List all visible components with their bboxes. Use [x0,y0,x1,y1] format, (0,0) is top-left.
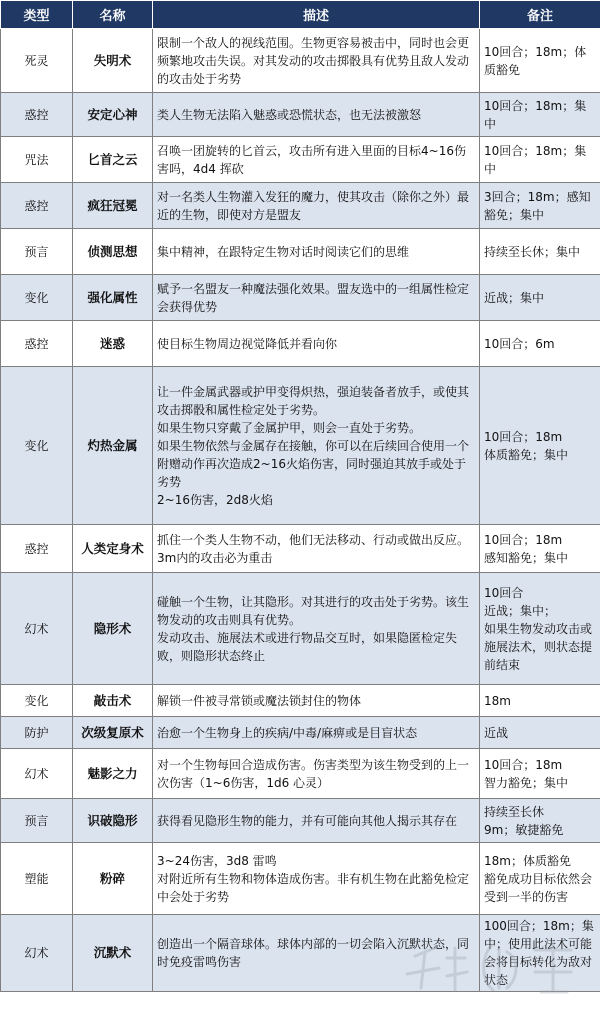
note-cell: 近战；集中 [480,275,600,321]
spell-name-cell: 灼热金属 [73,367,153,525]
spell-name-cell: 隐形术 [73,573,153,685]
table-row [1,843,600,915]
description-cell: 获得看见隐形生物的能力，并有可能向其他人揭示其存在 [153,799,480,843]
type-cell: 防护 [1,717,73,749]
type-cell: 幻术 [1,573,73,685]
table-row [1,685,600,717]
description-cell: 限制一个敌人的视线范围。生物更容易被击中，同时也会更频繁地攻击失误。对其发动的攻击掷骰具有优势且敌人发动的攻击处于劣势 [153,29,480,93]
type-cell: 塑能 [1,843,73,915]
description-cell: 使目标生物周边视觉降低并看向你 [153,321,480,367]
table-row [1,525,600,573]
spell-name-cell: 人类定身术 [73,525,153,573]
header-type: 类型 [1,1,73,29]
spell-name-cell: 匕首之云 [73,137,153,183]
spell-name-cell: 粉碎 [73,843,153,915]
table-header-row [1,1,600,29]
note-cell: 10回合；18m；集中 [480,137,600,183]
spell-name-cell: 敲击术 [73,685,153,717]
type-cell: 咒法 [1,137,73,183]
type-cell: 惑控 [1,525,73,573]
spell-name-cell: 强化属性 [73,275,153,321]
table-row [1,799,600,843]
note-cell: 10回合；18m；体质豁免 [480,29,600,93]
description-cell: 3~24伤害，3d8 雷鸣 对附近所有生物和物体造成伤害。非有机生物在此豁免检定中会处于劣势 [153,843,480,915]
description-cell: 让一件金属武器或护甲变得炽热，强迫装备者放手，或使其攻击掷骰和属性检定处于劣势。 如果生物只穿戴了金属护甲，则会一直处于劣势。 如果生物依然与金属存在接触，你可以在后续回合使用一个附赠动作再次造成2~16火焰伤害，同时强迫其放手或处于劣势 2~16伤害，2d8火焰 [153,367,480,525]
table-row [1,137,600,183]
note-cell: 18m；体质豁免 豁免成功目标依然会受到一半的伤害 [480,843,600,915]
type-cell: 变化 [1,685,73,717]
description-cell: 碰触一个生物，让其隐形。对其进行的攻击处于劣势。该生物发动的攻击则具有优势。 发动攻击、施展法术或进行物品交互时，如果隐匿检定失败，则隐形状态终止 [153,573,480,685]
type-cell: 幻术 [1,749,73,799]
description-cell: 召唤一团旋转的匕首云，攻击所有进入里面的目标4~16伤害吗，4d4 挥砍 [153,137,480,183]
spell-name-cell: 魅影之力 [73,749,153,799]
type-cell: 变化 [1,275,73,321]
type-cell: 幻术 [1,915,73,992]
spell-name-cell: 迷惑 [73,321,153,367]
table-row [1,573,600,685]
table-row [1,275,600,321]
note-cell: 10回合；18m；集中 [480,93,600,137]
table-row [1,93,600,137]
description-cell: 对一个生物每回合造成伤害。伤害类型为该生物受到的上一次伤害（1~6伤害，1d6 心灵） [153,749,480,799]
table-row [1,321,600,367]
header-desc: 描述 [153,1,480,29]
type-cell: 预言 [1,229,73,275]
spell-name-cell: 沉默术 [73,915,153,992]
note-cell: 持续至长休 9m；敏捷豁免 [480,799,600,843]
header-name: 名称 [73,1,153,29]
type-cell: 惑控 [1,93,73,137]
spell-name-cell: 安定心神 [73,93,153,137]
note-cell: 18m [480,685,600,717]
note-cell: 10回合；18m 智力豁免；集中 [480,749,600,799]
description-cell: 赋予一名盟友一种魔法强化效果。盟友选中的一组属性检定会获得优势 [153,275,480,321]
note-cell: 3回合；18m；感知豁免；集中 [480,183,600,229]
spell-name-cell: 识破隐形 [73,799,153,843]
note-cell: 10回合；18m 感知豁免；集中 [480,525,600,573]
description-cell: 抓住一个类人生物不动，他们无法移动、行动或做出反应。3m内的攻击必为重击 [153,525,480,573]
spell-name-cell: 失明术 [73,29,153,93]
header-note: 备注 [480,1,600,29]
description-cell: 创造出一个隔音球体。球体内部的一切会陷入沉默状态，同时免疫雷鸣伤害 [153,915,480,992]
table-row [1,749,600,799]
table-row [1,717,600,749]
note-cell: 近战 [480,717,600,749]
type-cell: 变化 [1,367,73,525]
type-cell: 预言 [1,799,73,843]
description-cell: 对一名类人生物灌入发狂的魔力，使其攻击（除你之外）最近的生物，即使对方是盟友 [153,183,480,229]
description-cell: 治愈一个生物身上的疾病/中毒/麻痹或是目盲状态 [153,717,480,749]
table-row [1,29,600,93]
description-cell: 集中精神，在跟特定生物对话时阅读它们的思维 [153,229,480,275]
table-row [1,915,600,992]
table-row [1,183,600,229]
spell-name-cell: 侦测思想 [73,229,153,275]
description-cell: 解锁一件被寻常锁或魔法锁封住的物体 [153,685,480,717]
table-row [1,367,600,525]
spell-name-cell: 次级复原术 [73,717,153,749]
type-cell: 惑控 [1,183,73,229]
description-cell: 类人生物无法陷入魅惑或恐慌状态，也无法被激怒 [153,93,480,137]
type-cell: 惑控 [1,321,73,367]
note-cell: 10回合；6m [480,321,600,367]
note-cell: 10回合；18m 体质豁免；集中 [480,367,600,525]
note-cell: 持续至长休；集中 [480,229,600,275]
note-cell: 100回合；18m；集中；使用此法术可能会将目标转化为敌对状态 [480,915,600,992]
type-cell: 死灵 [1,29,73,93]
note-cell: 10回合 近战；集中； 如果生物发动攻击或施展法术，则状态提前结束 [480,573,600,685]
table-row [1,229,600,275]
spell-name-cell: 疯狂冠冕 [73,183,153,229]
